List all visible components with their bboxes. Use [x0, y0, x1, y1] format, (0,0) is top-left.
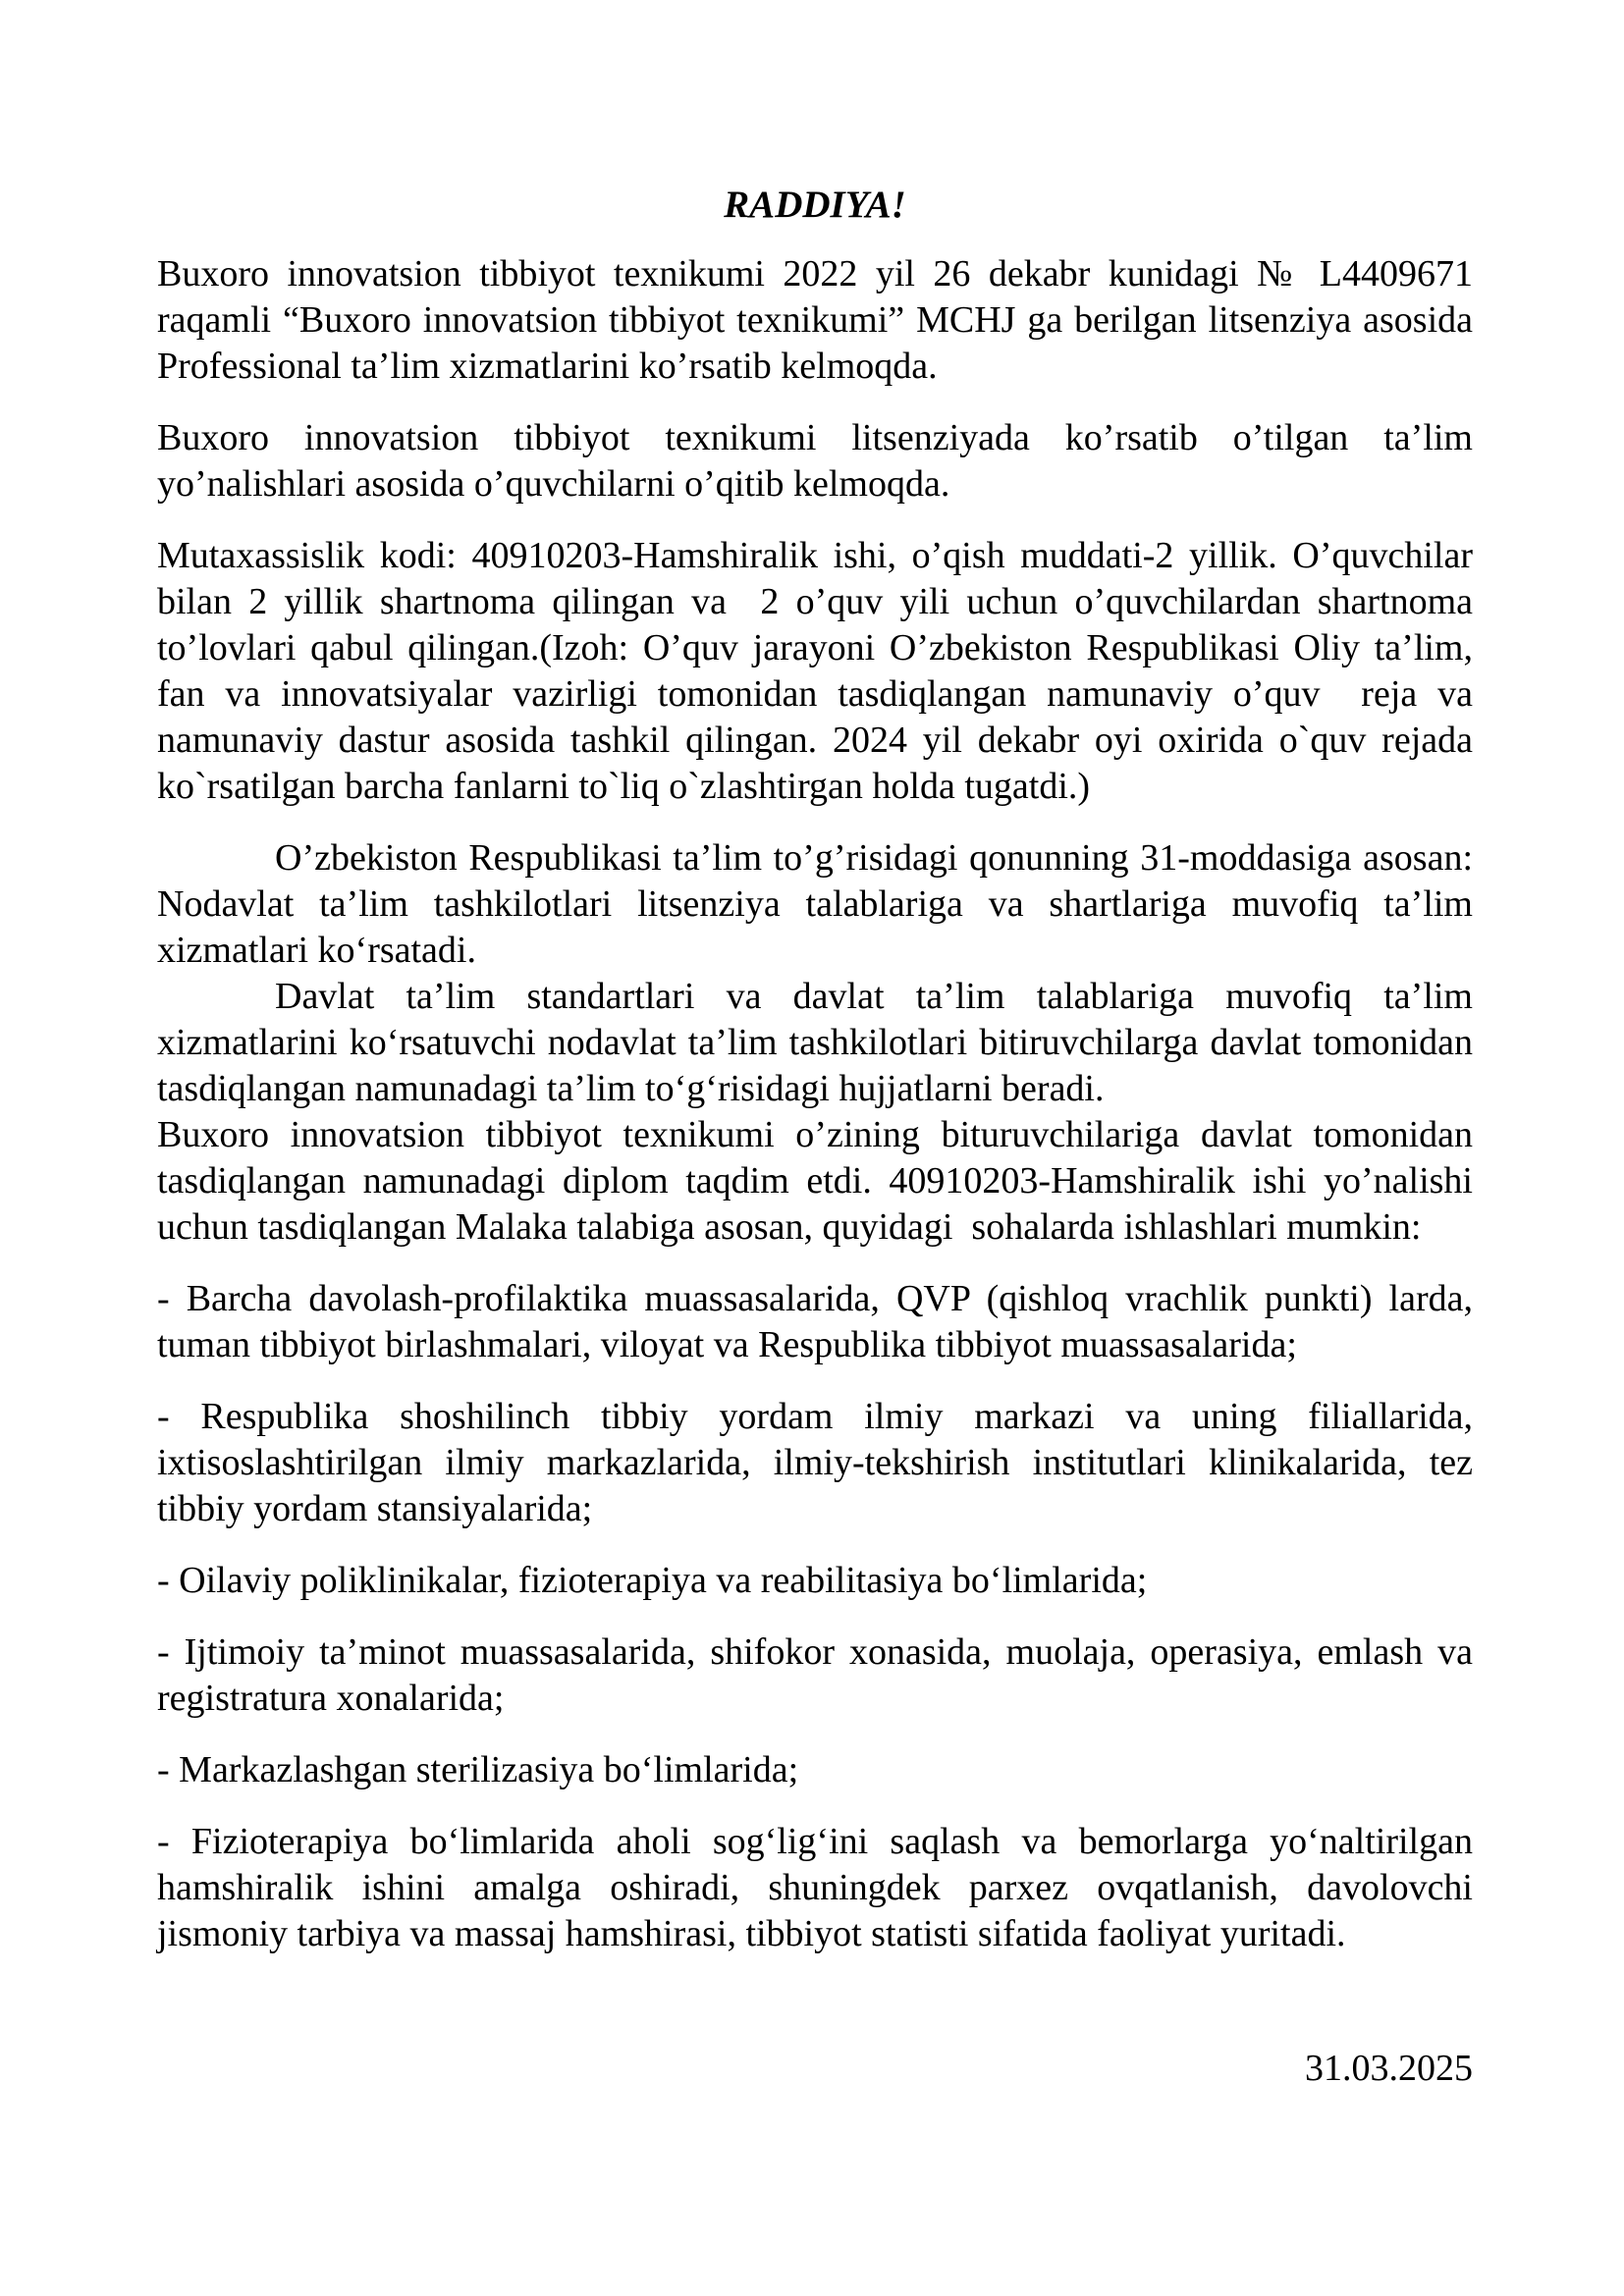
paragraph-directions: Buxoro innovatsion tibbiyot texnikumi litsenziyada ko’rsatib o’tilgan ta’lim yo’nalishlari asosida o’quvchilarni o’qitib kelmoqda.: [157, 417, 1473, 505]
paragraph-diploma: Buxoro innovatsion tibbiyot texnikumi o’zining bituruvchilariga davlat tomonidan tasdiqlangan namunadagi diplom taqdim etdi. 40910203-Hamshiralik ishi yo’nalishi uchun tasdiqlangan Malaka talabiga asosan, quyidagi sohalarda ishlashlari mumkin:: [157, 1114, 1473, 1248]
document-title: RADDIYA!: [724, 184, 906, 226]
list-item-healthcare-facilities: - Barcha davolash-profilaktika muassasalarida, QVP (qishloq vrachlik punkti) larda, tuman tibbiyot birlashmalari, viloyat va Respublika tibbiyot muassasalarida;: [157, 1278, 1473, 1365]
paragraph-state-standards: Davlat ta’lim standartlari va davlat ta’lim talablariga muvofiq ta’lim xizmatlarini koʻrsatuvchi nodavlat ta’lim tashkilotlari bitiruvchilarga davlat tomonidan tasdiqlangan namunadagi ta’lim toʻgʻrisidagi hujjatlarni beradi.: [157, 976, 1473, 1109]
paragraph-law-article-31: O’zbekiston Respublikasi ta’lim to’g’risidagi qonunning 31-moddasiga asosan: Nodavlat ta’lim tashkilotlari litsenziya talablariga va shartlariga muvofiq ta’lim xizmatlari koʻrsatadi.: [157, 837, 1473, 971]
paragraph-license-intro: Buxoro innovatsion tibbiyot texnikumi 2022 yil 26 dekabr kunidagi № L4409671 raqamli “Buxoro innovatsion tibbiyot texnikumi” MCHJ ga berilgan litsenziya asosida Professional ta’lim xizmatlarini ko’rsatib kelmoqda.: [157, 253, 1473, 387]
paragraph-specialty-code: Mutaxassislik kodi: 40910203-Hamshiralik ishi, o’qish muddati-2 yillik. O’quvchilar bilan 2 yillik shartnoma qilingan va 2 o’quv yili uchun o’quvchilardan shartnoma to’lovlari qabul qilingan.(Izoh: O’quv jarayoni O’zbekiston Respublikasi Oliy ta’lim, fan va innovatsiyalar vazirligi tomonidan tasdiqlangan namunaviy o’quv reja va namunaviy dastur asosida tashkil qilingan. 2024 yil dekabr oyi oxirida o`quv rejada ko`rsatilgan barcha fanlarni to`liq o`zlashtirgan holda tugatdi.): [157, 535, 1473, 807]
list-item-sterilization: - Markazlashgan sterilizasiya boʻlimlarida;: [157, 1749, 799, 1790]
list-item-physiotherapy: - Fizioterapiya boʻlimlarida aholi sogʻligʻini saqlash va bemorlarga yoʻnaltirilgan hamshiralik ishini amalga oshiradi, shuningdek parxez ovqatlanish, davolovchi jismoniy tarbiya va massaj hamshirasi, tibbiyot statisti sifatida faoliyat yuritadi.: [157, 1821, 1473, 1954]
document-date: 31.03.2025: [1305, 2048, 1473, 2089]
list-item-polyclinics: - Oilaviy poliklinikalar, fizioterapiya va reabilitasiya boʻlimlarida;: [157, 1560, 1148, 1601]
list-item-social-welfare: - Ijtimoiy ta’minot muassasalarida, shifokor xonasida, muolaja, operasiya, emlash va registratura xonalarida;: [157, 1631, 1473, 1719]
list-item-emergency-centers: - Respublika shoshilinch tibbiy yordam ilmiy markazi va uning filiallarida, ixtisoslashtirilgan ilmiy markazlarida, ilmiy-tekshirish institutlari klinikalarida, tez tibbiy yordam stansiyalarida;: [157, 1396, 1473, 1529]
